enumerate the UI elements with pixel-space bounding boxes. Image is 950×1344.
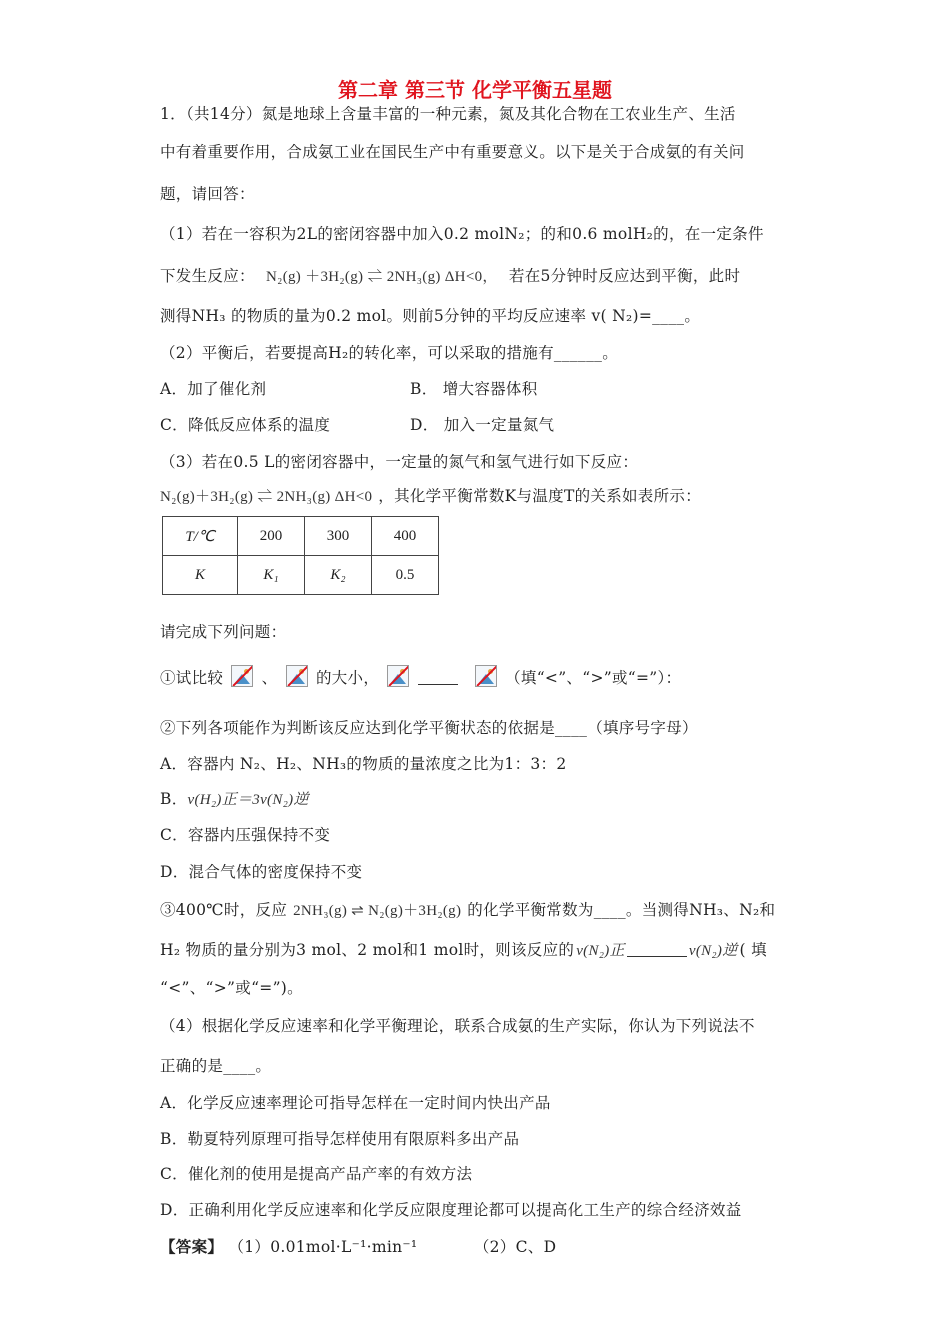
answer-label: 【答案】 — [160, 1237, 224, 1256]
part4-option-d: D．正确利用化学反应速率和化学反应限度理论都可以提高化工生产的综合经济效益 — [160, 1201, 742, 1219]
table-cell: 300 — [305, 517, 372, 556]
table-row — [163, 517, 439, 556]
sub3-line-2-pre: H₂ 物质的量分别为3 mol、2 mol和1 mol时，则该反应的 — [160, 941, 575, 959]
sub2-option-a: A．容器内 N₂、H₂、NH₃的物质的量浓度之比为1：3：2 — [160, 755, 567, 773]
sub1-post: （填“<”、“>”或“=”）： — [505, 669, 682, 687]
part2-line-1: （2）平衡后，若要提高H₂的转化率，可以采取的措施有______。 — [160, 344, 618, 362]
part3-line-2-post: ，其化学平衡常数K与温度T的关系如表所示： — [378, 487, 702, 505]
sub3-line-2 — [160, 938, 767, 960]
part3-line-2 — [160, 484, 701, 506]
part4-option-c: C．催化剂的使用是提高产品产率的有效方法 — [160, 1165, 473, 1183]
answer-line — [160, 1235, 556, 1257]
part4-line-2: 正确的是____。 — [160, 1057, 272, 1075]
sub3-line-3: “<”、“>”或“=”)。 — [160, 979, 303, 997]
answer-blank — [418, 670, 458, 685]
equation-synthesis-1: N₂(g) ＋3H₂(g) ⇌ 2NH₃(g) ΔH<0， — [266, 269, 498, 285]
table-row — [163, 556, 439, 595]
sub3-line-2-post: ( 填 — [739, 941, 767, 959]
broken-image-icon — [286, 665, 308, 687]
table-cell: K — [163, 556, 238, 595]
sub3-post: 的化学平衡常数为____。当测得NH₃、N₂和 — [467, 901, 776, 919]
part2-option-b: B． 增大容器体积 — [410, 380, 538, 398]
question-intro-line-3: 题，请回答： — [160, 185, 255, 203]
part3-line-1: （3）若在0.5 L的密闭容器中，一定量的氮气和氢气进行如下反应： — [160, 453, 639, 471]
question-intro-line-1: 1．（共14分）氮是地球上含量丰富的一种元素，氮及其化合物在工农业生产、生活 — [160, 105, 736, 123]
table-cell: T/℃ — [163, 517, 238, 556]
sub2-option-b-label: B． — [160, 790, 188, 808]
part1-line-1: （1）若在一容积为2L的密闭容器中加入0.2 molN₂；的和0.6 molH₂的，在一定条件 — [160, 225, 764, 243]
sub1-pre: ①试比较 — [160, 669, 224, 687]
rate-reverse: v(N₂)逆 — [688, 943, 738, 959]
equilibrium-constant-table — [162, 516, 439, 595]
part1-line-2-post: 若在5分钟时反应达到平衡，此时 — [508, 267, 741, 285]
broken-image-icon — [231, 665, 253, 687]
part1-line-3: 测得NH₃ 的物质的量为0.2 mol。则前5分钟的平均反应速率 v( N₂)=____。 — [160, 307, 701, 325]
broken-image-icon — [475, 665, 497, 687]
sub1-mid: 的大小， — [315, 669, 380, 687]
part3-prompt: 请完成下列问题： — [160, 623, 287, 641]
sub1-line — [160, 665, 681, 688]
table-cell: 200 — [238, 517, 305, 556]
sub1-sep: 、 — [261, 669, 278, 687]
part2-option-a: A．加了催化剂 — [160, 380, 267, 398]
table-cell: 0.5 — [372, 556, 439, 595]
sub2-line: ②下列各项能作为判断该反应达到化学平衡状态的依据是____（填序号字母） — [160, 719, 698, 737]
part2-option-d: D． 加入一定量氮气 — [410, 416, 555, 434]
answer-blank — [627, 942, 687, 957]
answer-part-1: （1）0.01mol·L⁻¹·min⁻¹ — [228, 1238, 418, 1256]
equation-synthesis-2: N₂(g)＋3H₂(g) ⇌ 2NH₃(g) ΔH<0 — [160, 489, 373, 505]
sub3-line-1 — [160, 898, 775, 920]
table-cell: 400 — [372, 517, 439, 556]
sub3-pre: ③400℃时，反应 — [160, 901, 288, 919]
sub2-option-c: C．容器内压强保持不变 — [160, 826, 331, 844]
table-cell: K₁ — [238, 556, 305, 595]
rate-forward: v(N₂)正 — [576, 943, 625, 959]
part2-option-c: C．降低反应体系的温度 — [160, 416, 331, 434]
broken-image-icon — [387, 665, 409, 687]
part4-line-1: （4）根据化学反应速率和化学平衡理论，联系合成氨的生产实际，你认为下列说法不 — [160, 1017, 755, 1035]
sub2-option-d: D．混合气体的密度保持不变 — [160, 863, 363, 881]
part1-line-2-pre: 下发生反应： — [160, 267, 255, 285]
page-title: 第二章 第三节 化学平衡五星题 — [338, 78, 612, 102]
part4-option-a: A．化学反应速率理论可指导怎样在一定时间内快出产品 — [160, 1094, 551, 1112]
part1-line-2 — [160, 264, 740, 286]
question-intro-line-2: 中有着重要作用，合成氨工业在国民生产中有重要意义。以下是关于合成氨的有关问 — [160, 143, 745, 161]
equation-decomposition: 2NH₃(g) ⇌ N₂(g)＋3H₂(g) — [293, 903, 462, 919]
answer-part-2: （2）C、D — [473, 1238, 557, 1256]
rate-equation: v(H₂)正＝3v(N₂)逆 — [187, 792, 309, 808]
sub2-option-b — [160, 787, 315, 809]
part4-option-b: B．勒夏特列原理可指导怎样使用有限原料多出产品 — [160, 1130, 520, 1148]
table-cell: K₂ — [305, 556, 372, 595]
